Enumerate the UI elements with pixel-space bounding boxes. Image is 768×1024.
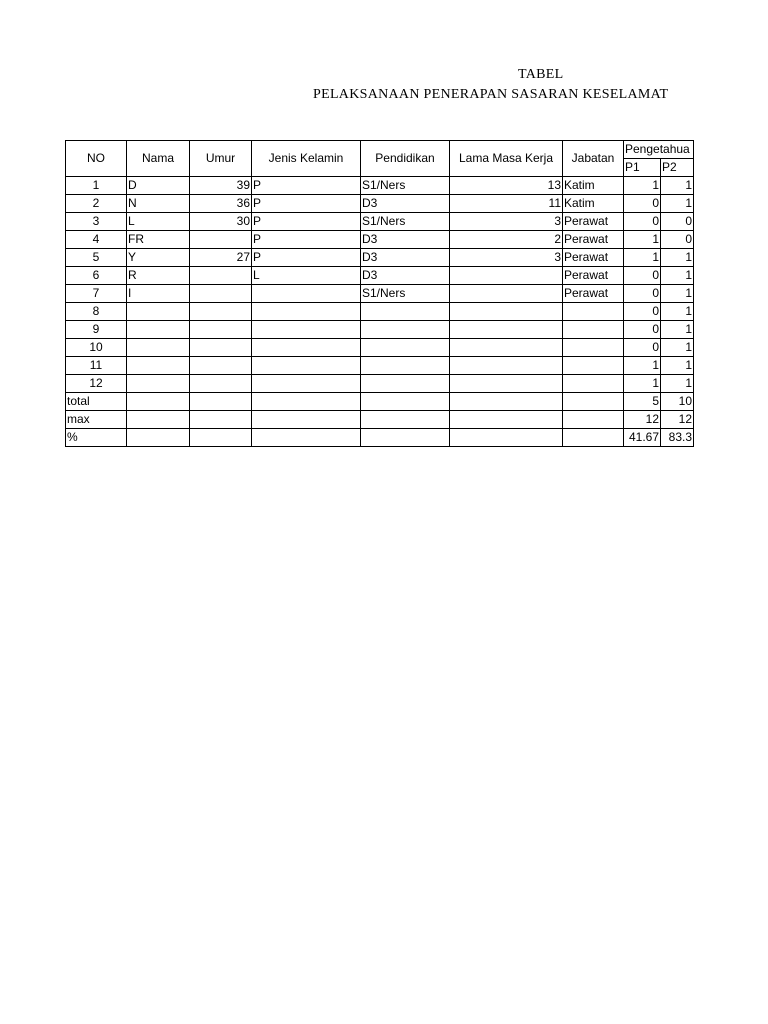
- table-row: [66, 339, 694, 357]
- cell-umur: [190, 231, 252, 249]
- cell-p1: 0: [624, 303, 661, 321]
- cell-p2: 1: [661, 177, 694, 195]
- empty-cell: [127, 393, 190, 411]
- cell-nama: FR: [127, 231, 190, 249]
- cell-p1: 0: [624, 195, 661, 213]
- cell-p2: 1: [661, 357, 694, 375]
- summary-p1: 5: [624, 393, 661, 411]
- cell-lama-masa-kerja: 3: [450, 213, 563, 231]
- empty-cell: [450, 411, 563, 429]
- header-pendidikan: Pendidikan: [361, 141, 450, 177]
- cell-jenis-kelamin: [252, 375, 361, 393]
- cell-pendidikan: [361, 357, 450, 375]
- empty-cell: [252, 411, 361, 429]
- empty-cell: [127, 429, 190, 447]
- cell-lama-masa-kerja: [450, 267, 563, 285]
- header-jenis-kelamin: Jenis Kelamin: [252, 141, 361, 177]
- cell-p1: 0: [624, 285, 661, 303]
- cell-jabatan: Katim: [563, 177, 624, 195]
- cell-nama: L: [127, 213, 190, 231]
- cell-lama-masa-kerja: [450, 339, 563, 357]
- cell-pendidikan: D3: [361, 195, 450, 213]
- cell-p2: 1: [661, 285, 694, 303]
- cell-lama-masa-kerja: [450, 375, 563, 393]
- summary-row: [66, 411, 694, 429]
- cell-nama: N: [127, 195, 190, 213]
- empty-cell: [361, 393, 450, 411]
- table-row: [66, 177, 694, 195]
- summary-label: %: [66, 429, 127, 447]
- summary-row: [66, 429, 694, 447]
- cell-p2: 0: [661, 213, 694, 231]
- summary-p2: 83.3: [661, 429, 694, 447]
- cell-p2: 1: [661, 321, 694, 339]
- summary-p1: 12: [624, 411, 661, 429]
- header-no: NO: [66, 141, 127, 177]
- cell-p1: 0: [624, 267, 661, 285]
- cell-umur: [190, 285, 252, 303]
- cell-jenis-kelamin: [252, 303, 361, 321]
- header-pengetahuan: Pengetahua: [624, 141, 694, 159]
- cell-no: 11: [66, 357, 127, 375]
- empty-cell: [361, 411, 450, 429]
- cell-jenis-kelamin: [252, 339, 361, 357]
- table-row: [66, 267, 694, 285]
- cell-jenis-kelamin: P: [252, 177, 361, 195]
- cell-umur: [190, 357, 252, 375]
- cell-jabatan: Perawat: [563, 213, 624, 231]
- cell-pendidikan: [361, 375, 450, 393]
- cell-jabatan: Perawat: [563, 249, 624, 267]
- empty-cell: [190, 411, 252, 429]
- summary-p2: 10: [661, 393, 694, 411]
- cell-no: 12: [66, 375, 127, 393]
- cell-lama-masa-kerja: 11: [450, 195, 563, 213]
- cell-jenis-kelamin: [252, 321, 361, 339]
- summary-label: total: [66, 393, 127, 411]
- summary-label: max: [66, 411, 127, 429]
- cell-no: 2: [66, 195, 127, 213]
- cell-p2: 1: [661, 249, 694, 267]
- table-row: [66, 231, 694, 249]
- cell-lama-masa-kerja: [450, 357, 563, 375]
- header-jabatan: Jabatan: [563, 141, 624, 177]
- cell-umur: 39: [190, 177, 252, 195]
- cell-p1: 1: [624, 375, 661, 393]
- table-title: TABEL: [518, 67, 564, 82]
- empty-cell: [450, 429, 563, 447]
- cell-p1: 1: [624, 357, 661, 375]
- cell-pendidikan: [361, 339, 450, 357]
- summary-p1: 41.67: [624, 429, 661, 447]
- header-p1: P1: [624, 159, 661, 177]
- empty-cell: [127, 411, 190, 429]
- empty-cell: [190, 429, 252, 447]
- empty-cell: [252, 393, 361, 411]
- summary-p2: 12: [661, 411, 694, 429]
- summary-row: [66, 393, 694, 411]
- cell-p1: 0: [624, 321, 661, 339]
- cell-umur: [190, 375, 252, 393]
- empty-cell: [450, 393, 563, 411]
- cell-jenis-kelamin: L: [252, 267, 361, 285]
- table-subtitle: PELAKSANAAN PENERAPAN SASARAN KESELAMAT: [313, 87, 669, 102]
- cell-p2: 1: [661, 267, 694, 285]
- cell-umur: [190, 303, 252, 321]
- table-row: [66, 375, 694, 393]
- cell-p1: 0: [624, 213, 661, 231]
- table-row: [66, 357, 694, 375]
- cell-p2: 1: [661, 339, 694, 357]
- cell-umur: [190, 321, 252, 339]
- cell-pendidikan: S1/Ners: [361, 177, 450, 195]
- cell-nama: [127, 303, 190, 321]
- cell-jabatan: Perawat: [563, 231, 624, 249]
- cell-umur: 30: [190, 213, 252, 231]
- cell-nama: [127, 375, 190, 393]
- cell-nama: I: [127, 285, 190, 303]
- cell-nama: R: [127, 267, 190, 285]
- cell-nama: [127, 339, 190, 357]
- cell-jabatan: [563, 339, 624, 357]
- cell-jabatan: Perawat: [563, 267, 624, 285]
- cell-no: 8: [66, 303, 127, 321]
- header-umur: Umur: [190, 141, 252, 177]
- cell-p2: 1: [661, 195, 694, 213]
- cell-jenis-kelamin: P: [252, 231, 361, 249]
- cell-pendidikan: D3: [361, 267, 450, 285]
- cell-umur: [190, 339, 252, 357]
- cell-jenis-kelamin: P: [252, 213, 361, 231]
- cell-lama-masa-kerja: [450, 303, 563, 321]
- cell-umur: 27: [190, 249, 252, 267]
- cell-p1: 1: [624, 177, 661, 195]
- header-nama: Nama: [127, 141, 190, 177]
- cell-jabatan: [563, 303, 624, 321]
- cell-no: 1: [66, 177, 127, 195]
- table-row: [66, 321, 694, 339]
- empty-cell: [563, 393, 624, 411]
- cell-jenis-kelamin: [252, 357, 361, 375]
- cell-p2: 1: [661, 303, 694, 321]
- cell-pendidikan: [361, 303, 450, 321]
- cell-nama: [127, 321, 190, 339]
- cell-jabatan: Katim: [563, 195, 624, 213]
- cell-p1: 1: [624, 249, 661, 267]
- cell-jabatan: [563, 375, 624, 393]
- cell-umur: [190, 267, 252, 285]
- cell-jabatan: [563, 321, 624, 339]
- empty-cell: [252, 429, 361, 447]
- cell-no: 7: [66, 285, 127, 303]
- table-row: [66, 249, 694, 267]
- table-row: [66, 285, 694, 303]
- cell-nama: [127, 357, 190, 375]
- cell-lama-masa-kerja: [450, 321, 563, 339]
- cell-lama-masa-kerja: 13: [450, 177, 563, 195]
- cell-p2: 0: [661, 231, 694, 249]
- cell-lama-masa-kerja: [450, 285, 563, 303]
- cell-no: 10: [66, 339, 127, 357]
- cell-p1: 1: [624, 231, 661, 249]
- empty-cell: [190, 393, 252, 411]
- table-row: [66, 195, 694, 213]
- cell-lama-masa-kerja: 2: [450, 231, 563, 249]
- header-lama-masa-kerja: Lama Masa Kerja: [450, 141, 563, 177]
- cell-no: 4: [66, 231, 127, 249]
- cell-no: 6: [66, 267, 127, 285]
- cell-no: 9: [66, 321, 127, 339]
- empty-cell: [563, 411, 624, 429]
- cell-pendidikan: S1/Ners: [361, 213, 450, 231]
- cell-pendidikan: D3: [361, 249, 450, 267]
- cell-jenis-kelamin: P: [252, 249, 361, 267]
- cell-pendidikan: D3: [361, 231, 450, 249]
- cell-nama: D: [127, 177, 190, 195]
- table-row: [66, 303, 694, 321]
- cell-jabatan: Perawat: [563, 285, 624, 303]
- cell-pendidikan: [361, 321, 450, 339]
- cell-umur: 36: [190, 195, 252, 213]
- cell-no: 5: [66, 249, 127, 267]
- empty-cell: [563, 429, 624, 447]
- table-row: [66, 213, 694, 231]
- cell-no: 3: [66, 213, 127, 231]
- empty-cell: [361, 429, 450, 447]
- cell-pendidikan: S1/Ners: [361, 285, 450, 303]
- cell-p2: 1: [661, 375, 694, 393]
- cell-jenis-kelamin: [252, 285, 361, 303]
- cell-lama-masa-kerja: 3: [450, 249, 563, 267]
- header-p2: P2: [661, 159, 694, 177]
- cell-jenis-kelamin: P: [252, 195, 361, 213]
- data-table: [65, 140, 694, 447]
- cell-p1: 0: [624, 339, 661, 357]
- cell-nama: Y: [127, 249, 190, 267]
- cell-jabatan: [563, 357, 624, 375]
